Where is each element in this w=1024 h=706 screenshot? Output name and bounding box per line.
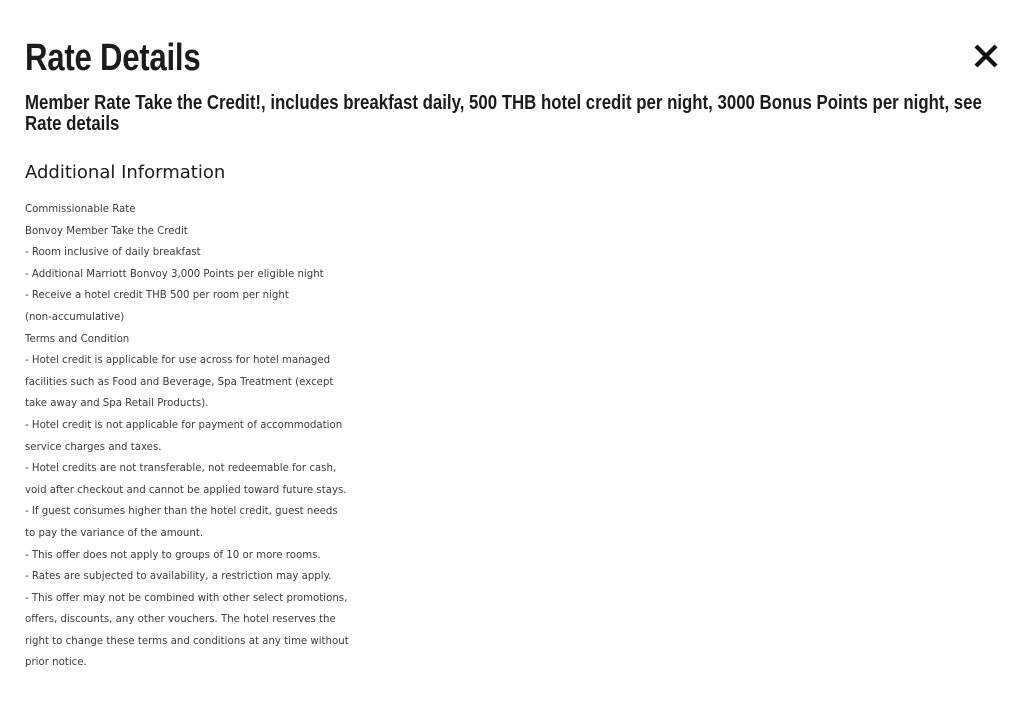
rate-detail-line: - Hotel credits are not transferable, not redeemable for cash, [25, 463, 337, 475]
close-icon [972, 42, 1000, 70]
rate-detail-line: - Receive a hotel credit THB 500 per room per night [25, 290, 289, 302]
rate-detail-line: Bonvoy Member Take the Credit [25, 225, 188, 237]
rate-detail-line: prior notice. [25, 657, 87, 669]
rate-detail-line: - Rates are subjected to availability, a restriction may apply. [25, 571, 332, 583]
rate-detail-line: facilities such as Food and Beverage, Spa Treatment (except [25, 376, 334, 388]
rate-detail-line: - This offer may not be combined with other select promotions, [25, 592, 348, 604]
rate-detail-list [25, 199, 365, 674]
rate-detail-line: - Room inclusive of daily breakfast [25, 247, 201, 259]
rate-detail-line: offers, discounts, any other vouchers. The hotel reserves the [25, 614, 336, 626]
rate-name: Member Rate Take the Credit!, includes breakfast daily, 500 THB hotel credit per night, 3000 Bonus Points per night, see Rate details [25, 91, 982, 135]
additional-information-heading: Additional Information [25, 162, 226, 183]
rate-detail-line: - This offer does not apply to groups of 10 or more rooms. [25, 549, 321, 561]
rate-detail-line: Terms and Condition [25, 333, 130, 345]
rate-detail-line: - Hotel credit is applicable for use across for hotel managed [25, 355, 331, 367]
rate-detail-line: service charges and taxes. [25, 441, 162, 453]
rate-detail-line: to pay the variance of the amount. [25, 527, 204, 539]
rate-detail-line: (non-accumulative) [25, 311, 125, 323]
rate-detail-line: take away and Spa Retail Products). [25, 398, 209, 410]
modal-title: Rate Details [25, 37, 201, 79]
rate-detail-line: - If guest consumes higher than the hotel credit, guest needs [25, 506, 338, 518]
rate-detail-line: Commissionable Rate [25, 204, 136, 215]
rate-detail-line: void after checkout and cannot be applied toward future stays. [25, 484, 347, 496]
rate-detail-line: - Additional Marriott Bonvoy 3,000 Points per eligible night [25, 268, 324, 280]
rate-detail-line: right to change these terms and conditions at any time without [25, 635, 349, 647]
close-button[interactable] [972, 42, 1000, 70]
rate-detail-line: - Hotel credit is not applicable for payment of accommodation [25, 419, 343, 431]
